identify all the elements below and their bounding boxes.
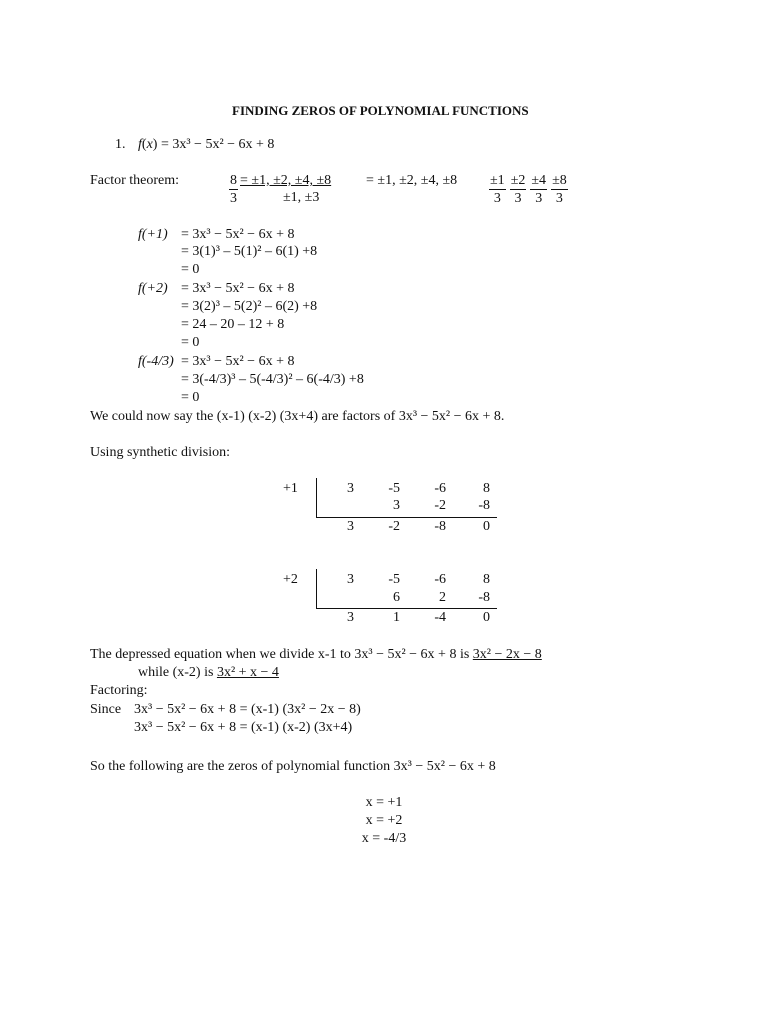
eval-line: = 0 — [181, 262, 200, 277]
eval-label-plus1: f(+1) — [138, 227, 168, 242]
table-cell: 3 — [393, 498, 400, 513]
table-cell: -6 — [434, 481, 446, 496]
table-cell: 0 — [483, 610, 490, 625]
table-cell: -5 — [388, 572, 400, 587]
division-line — [316, 608, 497, 609]
table-cell: 8 — [483, 572, 490, 587]
table-cell: -5 — [388, 481, 400, 496]
eval-line: = 3(1)³ – 5(1)² – 6(1) +8 — [181, 244, 318, 259]
factor-theorem-candidates: = ±1, ±2, ±4, ±8 — [240, 173, 332, 188]
table-cell: -2 — [434, 498, 446, 513]
table-cell: -4 — [434, 610, 446, 625]
factor-theorem-over-three: $\frac{\pm 1}{3}$ $\frac{\pm 2}{3}$ $\frac{\pm 4}{3}$ $\frac{\pm 8}{3}$ — [490, 173, 567, 206]
zero-value: x = -4/3 — [361, 831, 407, 846]
depressed-result-2: 3x² + x − 4 — [216, 665, 279, 680]
table-cell: -8 — [478, 498, 490, 513]
eval-label-plus2: f(+2) — [138, 281, 168, 296]
eval-label-minus-four-thirds: f(-4/3) — [138, 354, 174, 369]
table-cell: 3 — [347, 481, 354, 496]
zeros-statement: So the following are the zeros of polynomial function 3x³ − 5x² − 6x + 8 — [90, 759, 496, 774]
table-cell: -6 — [434, 572, 446, 587]
eval-line: = 0 — [181, 335, 200, 350]
zero-value: x = +2 — [365, 813, 403, 828]
synthetic-label: Using synthetic division: — [90, 445, 230, 460]
eval-line: = 0 — [181, 390, 200, 405]
factor-theorem-denominators: ±1, ±3 — [283, 190, 320, 205]
table-cell: -2 — [388, 519, 400, 534]
divisor: +2 — [283, 572, 298, 587]
table-cell: 2 — [439, 590, 446, 605]
zero-value: x = +1 — [365, 795, 403, 810]
table-cell: 1 — [393, 610, 400, 625]
page-title: FINDING ZEROS OF POLYNOMIAL FUNCTIONS — [232, 103, 529, 118]
problem-equation: f(x) = 3x³ − 5x² − 6x + 8 — [138, 137, 275, 152]
factors-statement: We could now say the (x-1) (x-2) (3x+4) are factors of 3x³ − 5x² − 6x + 8. — [90, 409, 505, 424]
table-cell: 3 — [347, 519, 354, 534]
divisor: +1 — [283, 481, 298, 496]
table-cell: 3 — [347, 572, 354, 587]
factor-theorem-list: = ±1, ±2, ±4, ±8 — [366, 173, 458, 188]
factor-theorem-label: Factor theorem: — [90, 173, 180, 188]
depressed-statement-2: while (x-2) is 3x² + x − 4 — [138, 665, 279, 680]
table-cell: 8 — [483, 481, 490, 496]
table-cell: 0 — [483, 519, 490, 534]
division-line — [316, 517, 497, 518]
table-cell: -8 — [434, 519, 446, 534]
eval-line: = 3x³ − 5x² − 6x + 8 — [181, 281, 295, 296]
eval-line: = 3x³ − 5x² − 6x + 8 — [181, 227, 295, 242]
table-cell: -8 — [478, 590, 490, 605]
eval-line: = 24 – 20 – 12 + 8 — [181, 317, 285, 332]
since-line-2: 3x³ − 5x² − 6x + 8 = (x-1) (x-2) (3x+4) — [134, 720, 353, 735]
table-cell: 6 — [393, 590, 400, 605]
eval-line: = 3(-4/3)³ – 5(-4/3)² – 6(-4/3) +8 — [181, 372, 364, 387]
eval-line: = 3x³ − 5x² − 6x + 8 — [181, 354, 295, 369]
since-line-1: 3x³ − 5x² − 6x + 8 = (x-1) (3x² − 2x − 8) — [134, 702, 361, 717]
eval-line: = 3(2)³ – 5(2)² – 6(2) +8 — [181, 299, 318, 314]
table-cell: 3 — [347, 610, 354, 625]
since-label: Since — [90, 702, 122, 717]
factoring-label: Factoring: — [90, 683, 148, 698]
depressed-statement-1: The depressed equation when we divide x-1 to 3x³ − 5x² − 6x + 8 is 3x² − 2x − 8 — [90, 647, 542, 662]
depressed-result-1: 3x² − 2x − 8 — [472, 647, 542, 662]
problem-number: 1. — [115, 137, 126, 152]
factor-theorem-fraction: $\frac{8}{3}$ — [230, 173, 237, 206]
